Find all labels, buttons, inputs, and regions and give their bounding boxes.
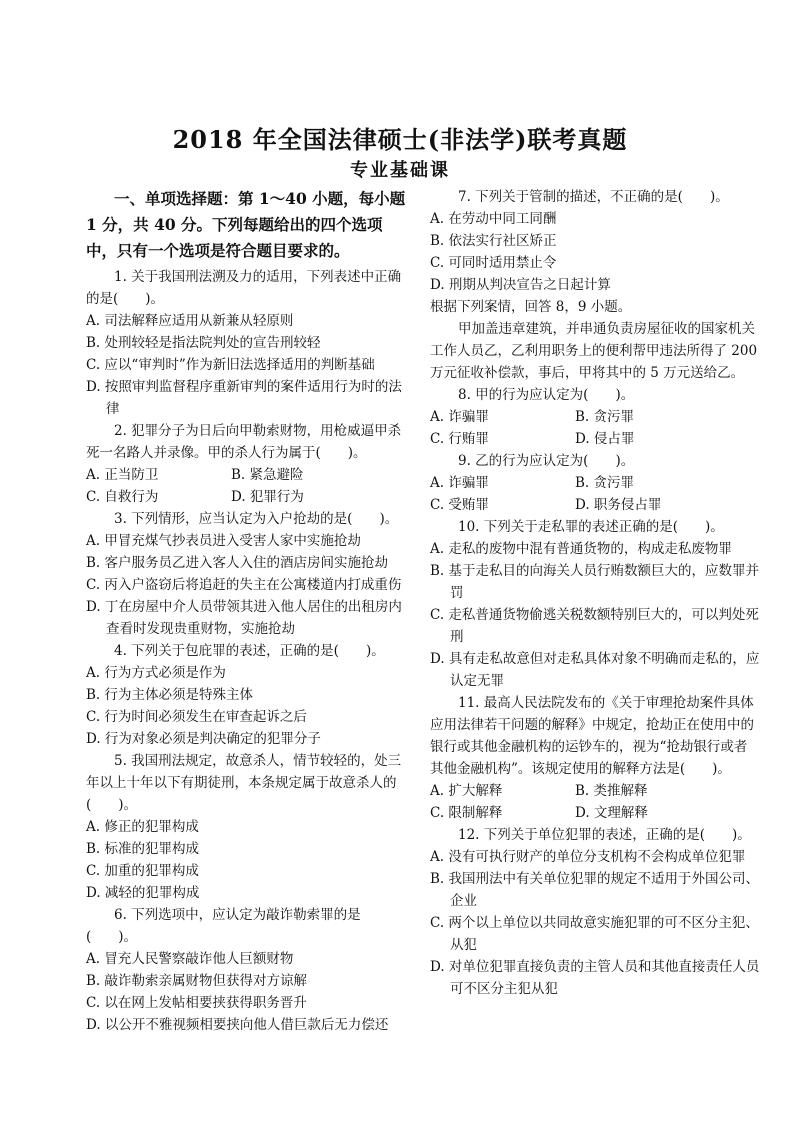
- option-1d: D. 按照审判监督程序重新审判的案件适用行为时的法律: [86, 379, 402, 417]
- option-10d: D. 具有走私故意但对走私具体对象不明确而走私的，应认定无罪: [430, 651, 760, 689]
- option-8c: C. 行贿罪: [430, 431, 489, 447]
- option-1b: B. 处刑较轻是指法院判处的宣告刑较轻: [86, 335, 321, 351]
- section-heading: 一、单项选择题：第 1～40 小题，每小题 1 分，共 40 分。下列每题给出的四个选项中，只有一个选项是符合题目要求的。: [86, 189, 406, 260]
- case-text: 甲加盖违章建筑，并串通负责房屋征收的国家机关工作人员乙，乙利用职务上的便利帮甲违法所得了 200 万元征收补偿款，事后，甲将其中的 5 万元送给乙。: [430, 321, 758, 381]
- option-1a: A. 司法解释应适用从新兼从轻原则: [86, 313, 294, 329]
- option-11a: A. 扩大解释: [430, 783, 503, 799]
- option-3d: D. 丁在房屋中介人员带领其进入他人居住的出租房内查看时发现贵重财物，实施抢劫: [86, 599, 402, 637]
- option-9b: B. 贪污罪: [575, 475, 635, 491]
- option-4b: B. 行为主体必须是特殊主体: [86, 687, 254, 703]
- question-11: 11. 最高人民法院发布的《关于审理抢劫案件具体应用法律若干问题的解释》中规定，抢劫正在使用中的银行或其他金融机构的运钞车的，视为“抢劫银行或者其他金融机构”。该规定使用的解释方法是( )。: [430, 695, 754, 777]
- question-9: 9. 乙的行为应认定为( )。: [458, 453, 635, 469]
- option-8a: A. 诈骗罪: [430, 409, 489, 425]
- option-6c: C. 以在网上发帖相要挟获得职务晋升: [86, 995, 307, 1011]
- option-12b: B. 我国刑法中有关单位犯罪的规定不适用于外国公司、企业: [430, 871, 760, 909]
- option-9d: D. 职务侵占罪: [575, 497, 662, 513]
- option-row: [430, 494, 760, 516]
- option-2c: C. 自救行为: [86, 489, 159, 505]
- option-10c: C. 走私普通货物偷逃关税数额特别巨大的，可以判处死刑: [430, 607, 759, 645]
- option-row: [430, 780, 760, 802]
- option-8b: B. 贪污罪: [575, 409, 635, 425]
- page-title: 2018 年全国法律硕士(非法学)联考真题: [172, 125, 628, 154]
- option-6d: D. 以公开不雅视频相要挟向他人借巨款后无力偿还: [86, 1017, 389, 1033]
- option-7b: B. 依法实行社区矫正: [430, 233, 557, 249]
- page-subtitle: 专业基础课: [350, 160, 450, 181]
- case-lead: 根据下列案情，回答 8，9 小题。: [430, 299, 632, 315]
- question-6: 6. 下列选项中，应认定为敲诈勒索罪的是( )。: [86, 907, 361, 945]
- option-3c: C. 丙入户盗窃后将追赶的失主在公寓楼道内打成重伤: [86, 577, 402, 593]
- question-2: 2. 犯罪分子为日后向甲勒索财物，用枪威逼甲杀死一名路人并录像。甲的杀人行为属于( )。: [86, 423, 402, 461]
- option-11c: C. 限制解释: [430, 805, 503, 821]
- option-5c: C. 加重的犯罪构成: [86, 863, 199, 879]
- option-2d: D. 犯罪行为: [231, 489, 304, 505]
- question-3: 3. 下列情形，应当认定为入户抢劫的是( )。: [114, 511, 399, 527]
- option-4a: A. 行为方式必须是作为: [86, 665, 226, 681]
- question-5: 5. 我国刑法规定，故意杀人，情节较轻的，处三年以上十年以下有期徒刑，本条规定属于故意杀人的( )。: [86, 753, 402, 813]
- option-6b: B. 敲诈勒索亲属财物但获得对方谅解: [86, 973, 308, 989]
- question-8: 8. 甲的行为应认定为( )。: [458, 387, 635, 403]
- option-7d: D. 刑期从判决宣告之日起计算: [430, 277, 611, 293]
- left-column: [86, 186, 410, 1036]
- option-1c: C. 应以“审判时”作为新旧法选择适用的判断基础: [86, 357, 375, 373]
- option-9a: A. 诈骗罪: [430, 475, 489, 491]
- option-6a: A. 冒充人民警察敲诈他人巨额财物: [86, 951, 294, 967]
- option-5d: D. 减轻的犯罪构成: [86, 885, 200, 901]
- option-2b: B. 紧急避险: [231, 467, 304, 483]
- option-3a: A. 甲冒充煤气抄表员进入受害人家中实施抢劫: [86, 533, 361, 549]
- option-3b: B. 客户服务员乙进入客人入住的酒店房间实施抢劫: [86, 555, 389, 571]
- question-10: 10. 下列关于走私罪的表述正确的是( )。: [458, 519, 724, 535]
- option-10b: B. 基于走私目的向海关人员行贿数额巨大的，应数罪并罚: [430, 563, 760, 601]
- option-11d: D. 文理解释: [575, 805, 648, 821]
- option-5a: A. 修正的犯罪构成: [86, 819, 199, 835]
- option-7a: A. 在劳动中同工同酬: [430, 211, 557, 227]
- option-9c: C. 受贿罪: [430, 497, 489, 513]
- option-12c: C. 两个以上单位以共同故意实施犯罪的可不区分主犯、从犯: [430, 915, 759, 953]
- option-4c: C. 行为时间必须发生在审查起诉之后: [86, 709, 307, 725]
- option-10a: A. 走私的废物中混有普通货物的，构成走私废物罪: [430, 541, 732, 557]
- option-12a: A. 没有可执行财产的单位分支机构不会构成单位犯罪: [430, 849, 746, 865]
- option-2a: A. 正当防卫: [86, 467, 159, 483]
- option-row: [86, 464, 410, 486]
- option-12d: D. 对单位犯罪直接负责的主管人员和其他直接责任人员可不区分主犯从犯: [430, 959, 760, 997]
- right-column: [430, 186, 760, 1000]
- option-4d: D. 行为对象必须是判决确定的犯罪分子: [86, 731, 321, 747]
- question-4: 4. 下列关于包庇罪的表述，正确的是( )。: [114, 643, 385, 659]
- option-11b: B. 类推解释: [575, 783, 648, 799]
- option-row: [430, 428, 760, 450]
- option-row: [430, 406, 760, 428]
- question-1: 1. 关于我国刑法溯及力的适用，下列表述中正确的是( )。: [86, 269, 402, 307]
- option-7c: C. 可同时适用禁止令: [430, 255, 557, 271]
- option-8d: D. 侵占罪: [575, 431, 635, 447]
- question-12: 12. 下列关于单位犯罪的表述，正确的是( )。: [458, 827, 751, 843]
- question-7: 7. 下列关于管制的描述，不正确的是( )。: [458, 189, 729, 205]
- option-row: [430, 802, 760, 824]
- option-5b: B. 标准的犯罪构成: [86, 841, 200, 857]
- option-row: [86, 486, 410, 508]
- option-row: [430, 472, 760, 494]
